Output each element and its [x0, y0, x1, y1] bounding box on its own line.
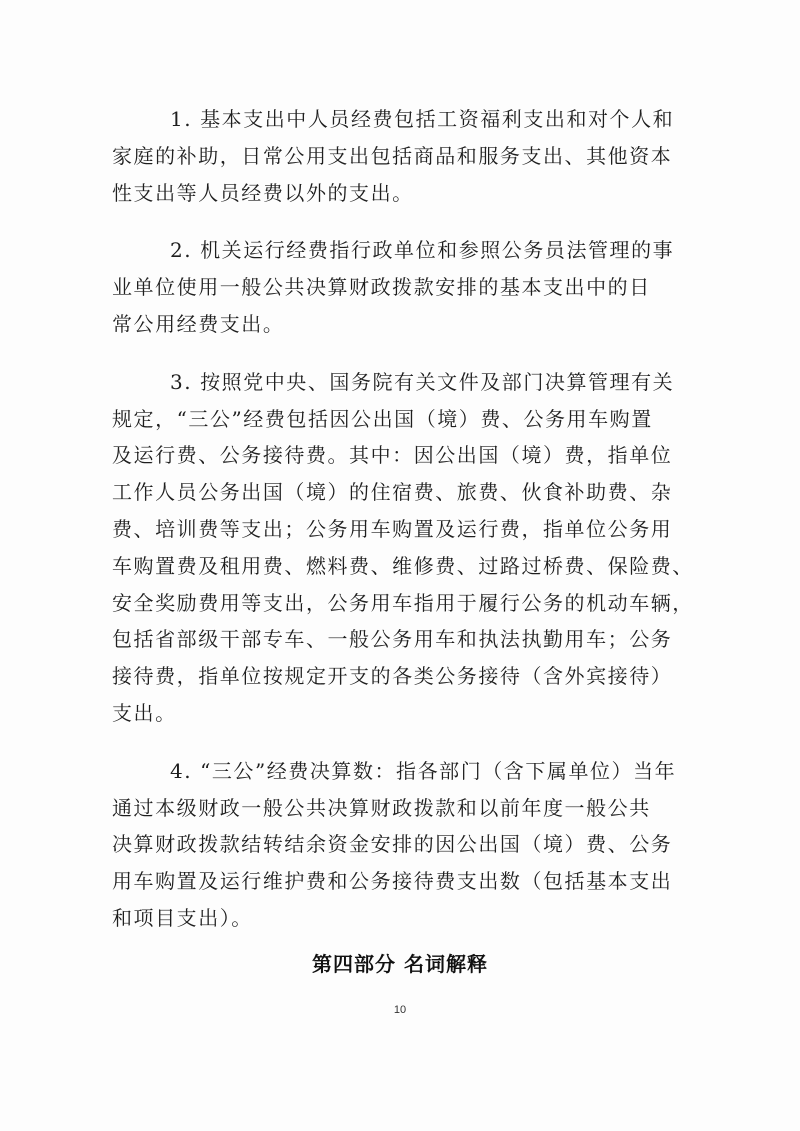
text-line: 及运行费、公务接待费。其中：因公出国（境）费，指单位: [112, 443, 673, 468]
text-line: 用车购置及运行维护费和公务接待费支出数（包括基本支出: [112, 869, 673, 894]
text-line: 2. 机关运行经费指行政单位和参照公务员法管理的事: [170, 238, 675, 263]
text-line: 支出。: [112, 700, 177, 725]
text-line: 车购置费及租用费、燃料费、维修费、过路过桥费、保险费、: [112, 553, 694, 578]
section-heading: 第四部分 名词解释: [312, 952, 488, 976]
text-line: 通过本级财政一般公共决算财政拨款和以前年度一般公共: [112, 795, 651, 820]
text-line: 性支出等人员经费以外的支出。: [112, 180, 414, 205]
text-line: 决算财政拨款结转结余资金安排的因公出国（境）费、公务: [112, 832, 673, 857]
text-line: 安全奖励费用等支出，公务用车指用于履行公务的机动车辆，: [112, 590, 694, 615]
text-line: 费、培训费等支出；公务用车购置及运行费，指单位公务用: [112, 516, 673, 541]
text-line: 工作人员公务出国（境）的住宿费、旅费、伙食补助费、杂: [112, 480, 673, 505]
text-line: 家庭的补助，日常公用支出包括商品和服务支出、其他资本: [112, 143, 673, 168]
text-line: 1. 基本支出中人员经费包括工资福利支出和对个人和: [170, 107, 675, 131]
text-line: 规定，“三公”经费包括因公出国（境）费、公务用车购置: [112, 406, 653, 431]
paragraph-basic-expenditure: [112, 101, 688, 211]
text-line: 和项目支出）。: [112, 905, 253, 930]
text-line: 包括省部级干部专车、一般公务用车和执法执勤用车；公务: [112, 627, 673, 652]
text-line: 4. “三公”经费决算数：指各部门（含下属单位）当年: [170, 758, 677, 783]
text-line: 3. 按照党中央、国务院有关文件及部门决算管理有关: [170, 369, 675, 394]
body-text: [112, 101, 694, 958]
paragraph-operating-funds: [112, 232, 688, 342]
text-line: 业单位使用一般公共决算财政拨款安排的基本支出中的日: [112, 275, 651, 300]
text-line: 接待费，指单位按规定开支的各类公务接待（含外宾接待）: [112, 664, 673, 689]
text-line: 常公用经费支出。: [112, 311, 285, 336]
paragraph-final-accounts-amount: [112, 753, 688, 937]
paragraph-three-public-expenses: [112, 364, 694, 732]
page-number: 10: [393, 1004, 407, 1016]
